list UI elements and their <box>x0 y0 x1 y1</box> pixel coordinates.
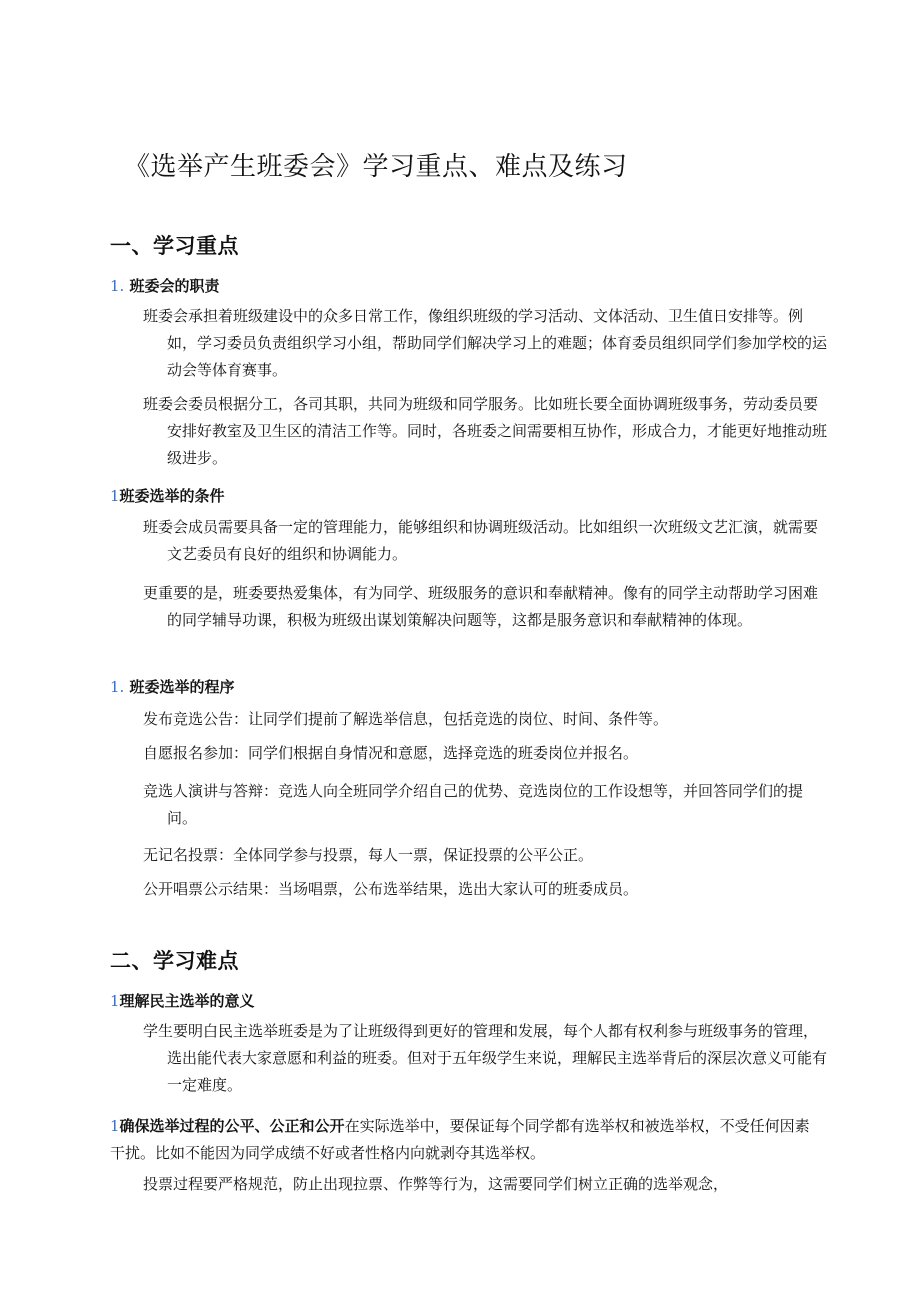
paragraph: 班委会承担着班级建设中的众多日常工作，像组织班级的学习活动、文体活动、卫生值日安排等。例如，学习委员负责组织学习小组，帮助同学们解决学习上的难题；体育委员组织同学们参加学校的运动会等体育赛事。 <box>143 307 828 379</box>
item-number: 1 <box>110 487 120 505</box>
procedure-step: 公开唱票公示结果：当场唱票，公布选举结果，选出大家认可的班委成员。 <box>143 880 639 898</box>
subheading-committee-duties <box>110 275 220 296</box>
procedure-step: 发布竞选公告：让同学们提前了解选举信息，包括竞选的岗位、时间、条件等。 <box>143 710 669 728</box>
subheading-fair-election-paragraph <box>110 1113 810 1167</box>
procedure-step: 自愿报名参加：同学们根据自身情况和意愿，选择竞选的班委岗位并报名。 <box>143 744 639 762</box>
item-number: 1 <box>110 992 120 1010</box>
paragraph: 投票过程要严格规范，防止出现拉票、作弊等行为，这需要同学们树立正确的选举观念， <box>143 1175 729 1193</box>
section-heading-key-points: 一、学习重点 <box>110 234 239 258</box>
subheading-label: 班委会的职责 <box>124 277 220 295</box>
subheading-label: 理解民主选举的意义 <box>119 992 255 1010</box>
procedure-step: 无记名投票：全体同学参与投票，每人一票，保证投票的公平公正。 <box>143 846 594 864</box>
subheading-label: 确保选举过程的公平、公正和公开 <box>119 1117 345 1135</box>
subheading-election-procedure <box>110 676 235 697</box>
paragraph: 班委会委员根据分工，各司其职，共同为班级和同学服务。比如班长要全面协调班级事务，劳动委员要安排好教室及卫生区的清洁工作等。同时，各班委之间需要相互协作，形成合力，才能更好地推动班级进步。 <box>143 395 828 467</box>
paragraph: 更重要的是，班委要热爱集体，有为同学、班级服务的意识和奉献精神。像有的同学主动帮助学习困难的同学辅导功课，积极为班级出谋划策解决问题等，这都是服务意识和奉献精神的体现。 <box>143 584 819 629</box>
subheading-label: 班委选举的程序 <box>124 678 235 696</box>
paragraph: 班委会成员需要具备一定的管理能力，能够组织和协调班级活动。比如组织一次班级文艺汇演，就需要文艺委员有良好的组织和协调能力。 <box>143 518 819 563</box>
page-title: 《选举产生班委会》学习重点、难点及练习 <box>124 152 628 182</box>
item-number: 1 <box>110 1117 120 1135</box>
subheading-label: 班委选举的条件 <box>119 487 225 505</box>
subheading-democratic-meaning <box>110 990 255 1011</box>
item-number: 1. <box>110 678 125 696</box>
procedure-step: 竞选人演讲与答辩：竞选人向全班同学介绍自己的优势、竞选岗位的工作设想等，并回答同学们的提问。 <box>143 782 804 827</box>
subheading-election-conditions <box>110 485 225 506</box>
paragraph: 学生要明白民主选举班委是为了让班级得到更好的管理和发展，每个人都有权利参与班级事务的管理，选出能代表大家意愿和利益的班委。但对于五年级学生来说，理解民主选举背后的深层次意义可能有一定难度。 <box>143 1022 828 1094</box>
section-heading-difficulties: 二、学习难点 <box>110 949 239 973</box>
item-number: 1. <box>110 277 125 295</box>
paragraph-text: 在实际选举中，要保证每个同学都有选举权和被选举权，不受任何因素干扰。比如不能因为同学成绩不好或者性格内向就剥夺其选举权。 <box>110 1117 810 1162</box>
